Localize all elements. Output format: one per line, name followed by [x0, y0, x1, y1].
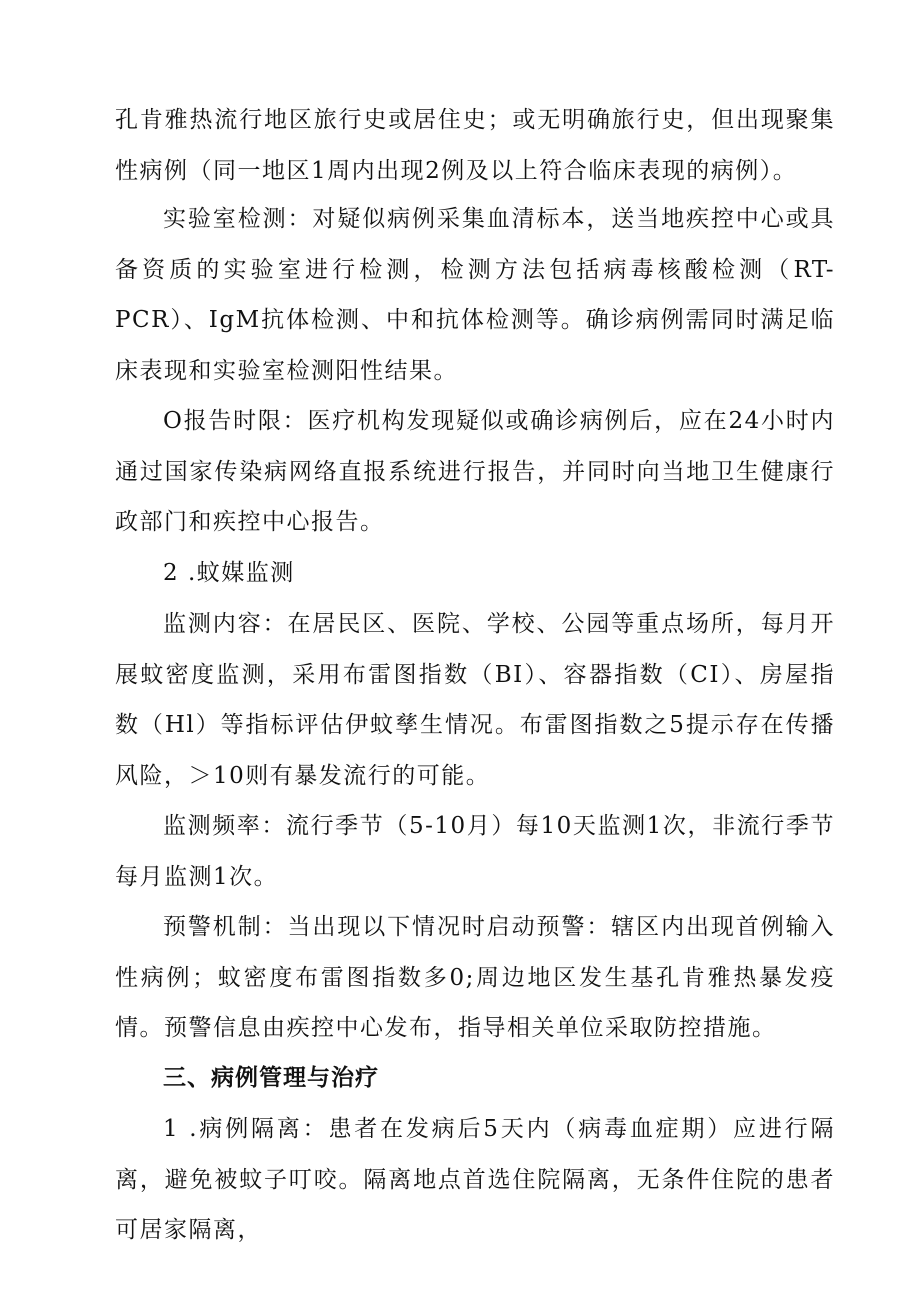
paragraph-report-deadline: O报告时限：医疗机构发现疑似或确诊病例后，应在24小时内通过国家传染病网络直报系统进行报告，并同时向当地卫生健康行政部门和疾控中心报告。 — [115, 408, 835, 535]
section-heading: 三、病例管理与治疗 — [163, 1065, 379, 1091]
paragraph-case-isolation: 1 .病例隔离：患者在发病后5天内（病毒血症期）应进行隔离，避免被蚊子叮咬。隔离地点首选住院隔离，无条件住院的患者可居家隔离， — [115, 1116, 835, 1243]
paragraph-lab-testing: 实验室检测：对疑似病例采集血清标本，送当地疾控中心或具备资质的实验室进行检测，检测方法包括病毒核酸检测（RT-PCR）、IgM抗体检测、中和抗体检测等。确诊病例需同时满足临床表现和实验室检测阳性结果。 — [115, 206, 835, 384]
paragraph-travel-history: 孔肯雅热流行地区旅行史或居住史；或无明确旅行史，但出现聚集性病例（同一地区1周内出现2例及以上符合临床表现的病例）。 — [115, 107, 835, 184]
paragraph-monitoring-frequency: 监测频率：流行季节（5-10月）每10天监测1次，非流行季节每月监测1次。 — [115, 813, 835, 890]
paragraph-warning-mechanism: 预警机制：当出现以下情况时启动预警：辖区内出现首例输入性病例；蚊密度布雷图指数多0;周边地区发生基孔肯雅热暴发疫情。预警信息由疾控中心发布，指导相关单位采取防控措施。 — [115, 914, 835, 1041]
paragraph-mosquito-monitoring-title: 2 .蚊媒监测 — [163, 560, 295, 586]
paragraph-monitoring-content: 监测内容：在居民区、医院、学校、公园等重点场所，每月开展蚊密度监测，采用布雷图指数（BI）、容器指数（CI）、房屋指数（Hl）等指标评估伊蚊孳生情况。布雷图指数之5提示存在传播风险，＞10则有暴发流行的可能。 — [115, 611, 835, 789]
